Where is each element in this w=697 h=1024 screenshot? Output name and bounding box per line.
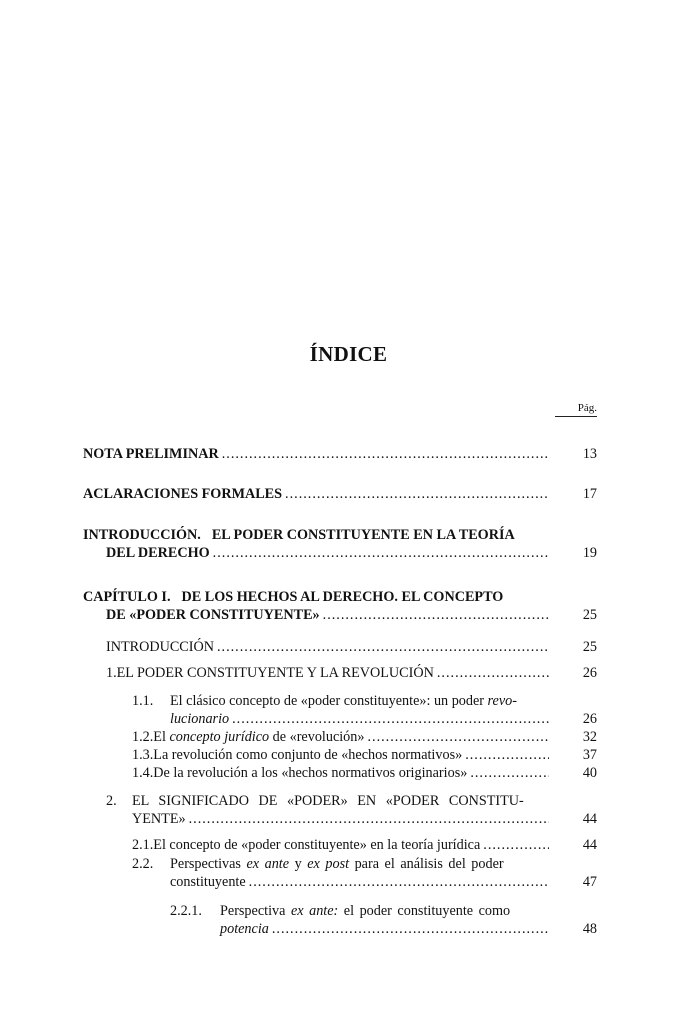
entry-text-e: para el análisis del poder <box>349 856 504 872</box>
dot-leader <box>367 728 549 746</box>
entry-text-a: Perspectiva <box>220 903 291 919</box>
section-number: 1.3. <box>132 747 154 763</box>
dot-leader <box>470 764 549 782</box>
page-number: 25 <box>582 639 597 655</box>
entry-text-line1: El clásico concepto de «poder constituyente»: un poder <box>170 693 488 709</box>
page-number: 37 <box>582 747 597 763</box>
page-number: 13 <box>582 446 597 462</box>
entry-label: CAPÍTULO I. <box>83 589 171 605</box>
entry-text: ACLARACIONES FORMALES <box>83 486 283 502</box>
entry-text-a: El <box>153 729 170 745</box>
entry-text-line2: YENTE» <box>132 811 186 827</box>
toc-entry-section-1-3[interactable] <box>132 746 597 764</box>
toc-entry-section-2[interactable] <box>106 792 597 828</box>
toc-entry-nota-preliminar[interactable] <box>83 445 597 463</box>
toc-entry-section-1[interactable] <box>106 664 597 682</box>
toc-entry-section-1-2[interactable] <box>132 728 597 746</box>
page-number: 40 <box>582 765 597 781</box>
entry-text-italic: ex ante: <box>290 903 339 919</box>
entry-text-line2: constituyente <box>170 874 246 890</box>
toc-entry-section-2-1[interactable] <box>132 836 597 854</box>
entry-text: EL PODER CONSTITUYENTE Y LA REVOLUCIÓN <box>116 665 434 681</box>
entry-text-c: y <box>289 856 308 872</box>
section-number: 1.2. <box>132 729 154 745</box>
page-number: 26 <box>582 665 597 681</box>
dot-leader <box>437 664 549 682</box>
entry-text: INTRODUCCIÓN <box>106 639 214 655</box>
entry-text-line1: EL SIGNIFICADO DE «PODER» EN «PODER CONSTITU- <box>132 793 524 809</box>
dot-leader <box>465 746 549 764</box>
entry-text-c: el poder constituyente como <box>338 903 511 919</box>
section-number: 2.2.1. <box>170 903 202 919</box>
section-number: 1. <box>106 665 117 681</box>
entry-text-line1: DE LOS HECHOS AL DERECHO. EL CONCEPTO <box>181 589 504 605</box>
section-number: 2.1. <box>132 837 154 853</box>
page-column-header: Pág. <box>555 402 597 417</box>
page-number: 32 <box>582 729 597 745</box>
page-title: ÍNDICE <box>309 342 388 366</box>
entry-text-italic: concepto jurídico <box>169 729 270 745</box>
dot-leader <box>272 920 549 938</box>
entry-text-line2: DEL DERECHO <box>106 545 210 561</box>
page-number: 48 <box>582 921 597 937</box>
entry-text-line1-italic: revo- <box>487 693 517 709</box>
dot-leader <box>249 873 549 891</box>
toc-entry-section-2-2-1[interactable] <box>170 902 597 938</box>
toc-entry-section-1-1[interactable] <box>132 692 597 728</box>
section-number: 1.1. <box>132 693 154 709</box>
entry-text: El concepto de «poder constituyente» en la teoría jurídica <box>153 837 481 853</box>
entry-text-line2: lucionario <box>170 711 230 727</box>
toc-entry-aclaraciones[interactable] <box>83 485 597 503</box>
toc-entry-capitulo-1[interactable] <box>83 588 597 624</box>
dot-leader <box>222 445 549 463</box>
entry-text-line1: EL PODER CONSTITUYENTE EN LA TEORÍA <box>211 527 515 543</box>
section-number: 2. <box>106 793 117 809</box>
page-number: 17 <box>582 486 597 502</box>
section-number: 2.2. <box>132 856 154 872</box>
dot-leader <box>232 710 549 728</box>
toc-entry-cap-introduccion[interactable] <box>106 638 597 656</box>
entry-text: NOTA PRELIMINAR <box>83 446 219 462</box>
dot-leader <box>213 544 549 562</box>
entry-text-line2: potencia <box>220 921 269 937</box>
toc-entry-introduccion[interactable] <box>83 526 597 562</box>
dot-leader <box>217 638 549 656</box>
page-number: 44 <box>582 811 597 827</box>
entry-text-a: Perspectivas <box>170 856 247 872</box>
entry-text: De la revolución a los «hechos normativos originarios» <box>153 765 468 781</box>
entry-text-line2: DE «PODER CONSTITUYENTE» <box>106 607 320 623</box>
dot-leader <box>483 836 549 854</box>
section-number: 1.4. <box>132 765 154 781</box>
page-number: 26 <box>582 711 597 727</box>
entry-text-italic-1: ex ante <box>246 856 290 872</box>
toc-entry-section-2-2[interactable] <box>132 855 597 891</box>
entry-text-italic-2: ex post <box>307 856 350 872</box>
page-number: 19 <box>582 545 597 561</box>
entry-label: INTRODUCCIÓN. <box>83 527 201 543</box>
page-number: 47 <box>582 874 597 890</box>
entry-text-c: de «revolución» <box>269 729 365 745</box>
page-number: 44 <box>582 837 597 853</box>
entry-text: La revolución como conjunto de «hechos normativos» <box>153 747 463 763</box>
dot-leader <box>189 810 549 828</box>
page-number: 25 <box>582 607 597 623</box>
dot-leader <box>285 485 549 503</box>
toc-entry-section-1-4[interactable] <box>132 764 597 782</box>
dot-leader <box>323 606 549 624</box>
